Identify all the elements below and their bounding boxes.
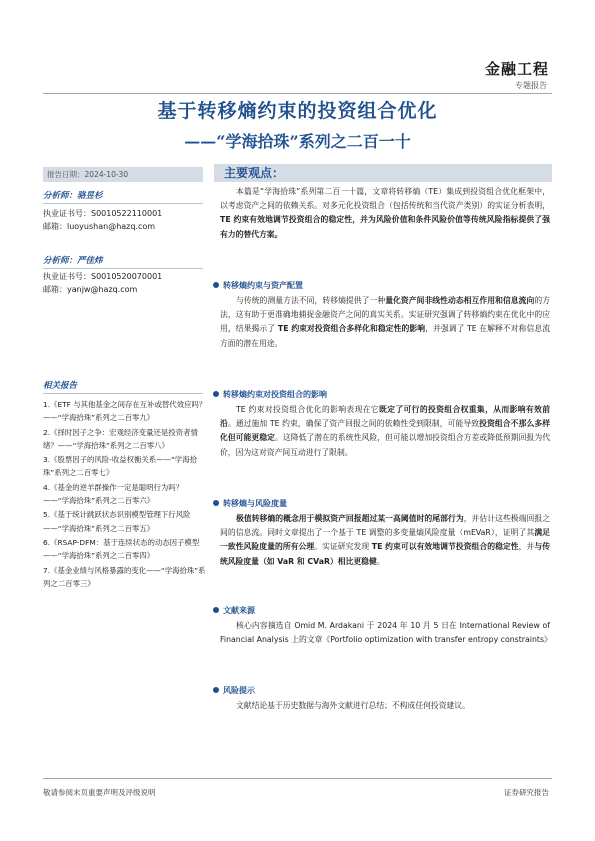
report-brand: 金融工程: [484, 60, 549, 78]
related-report-item[interactable]: 1.《ETF 与其他基金之间存在互补或替代效应吗？——“学海拾珠”系列之二百零九》: [43, 400, 207, 423]
section-paragraph: 极值转移熵的概念用于模拟资产回报超过某一高阈值时的尾部行为，并估计这些极端回报之间的信息流。同时文章提出了一个基于 TE 调整的多变量熵风险度量（mEVaR），证明了其满足一致性风险度量的所有公理。实证研究发现 TE 约束可以有效地调节投资组合的稳定性，并与传统风险度量（如 VaR 和 CVaR）相比更稳健。: [220, 514, 551, 566]
footer-doc-type: 证券研究报告: [504, 788, 549, 797]
section-heading: 风险提示: [213, 685, 255, 696]
related-report-item[interactable]: 6.《RSAP-DFM：基于连续状态的动态因子模型——“学海拾珠”系列之二百零四》: [43, 537, 200, 561]
analyst-1-license: 执业证书号：S0010522110001: [43, 209, 163, 218]
analyst-1-email: 邮箱：luoyushan@hazq.com: [43, 222, 156, 231]
bullet-icon: [213, 282, 219, 288]
bullet-icon: [213, 687, 219, 693]
analyst-2-divider: [43, 268, 203, 269]
header-divider: [43, 93, 552, 94]
footer-disclaimer: 敬请参阅末页重要声明及评级说明: [43, 788, 156, 797]
main-points-header: [214, 164, 552, 182]
section-paragraph: 与传统的测量方法不同，转移熵提供了一种量化资产间非线性动态相互作用和信息流向的方法，这有助于更准确地捕捉金融资产之间的真实关系。实证研究强调了转移熵约束在优化中的应用，结果揭示了 TE 约束对投资组合多样化和稳定性的影响，并强调了 TE 在解释不对称信息流方面的潜在用途。: [220, 296, 551, 348]
intro-paragraph: 本篇是“学海拾珠”系列第二百一十篇，文章将转移熵（TE）集成到投资组合优化框架中，以考虑资产之间的依赖关系。对多元化投资组合（包括传统和当代资产类别）的实证分析表明，TE 约束有效地调节投资组合的稳定性，并为风险价值和条件风险价值等传统风险指标提供了强有力的替代方案。: [220, 187, 550, 239]
section-heading: 转移熵与风险度量: [213, 498, 287, 509]
analyst-2-heading: 分析师：严佳炜: [43, 256, 103, 266]
analyst-1-divider: [43, 203, 203, 204]
section-paragraph: TE 约束对投资组合优化的影响表现在它既定了可行的投资组合权重集，从而影响有效前沿。通过施加 TE 约束，确保了资产回报之间的依赖性受到限制，可能导致投资组合不那么多样化但可能更稳定。这降低了潜在的系统性风险，但可能以增加投资组合方差或降低预期回报为代价，因为这对资产间互动进行了限制。: [220, 405, 551, 457]
section-heading: 转移熵约束与资产配置: [213, 280, 303, 291]
related-reports-list: [43, 398, 207, 591]
related-report-item[interactable]: 2.《择时因子之争：宏观经济变量还是投资者情绪？——“学海拾珠”系列之二百零八》: [43, 427, 198, 450]
section-heading: 文献来源: [213, 605, 255, 616]
footer-divider: [43, 778, 552, 779]
related-report-item[interactable]: 5.《基于统计跳跃状态识别模型管理下行风险——“学海拾珠”系列之二百零五》: [43, 510, 191, 533]
analyst-2-email: 邮箱：yanjw@hazq.com: [43, 285, 138, 294]
bullet-icon: [213, 391, 219, 397]
related-report-item[interactable]: 7.《基金业绩与风格暴露的变化——“学海拾珠”系列之二百零三》: [43, 565, 206, 588]
related-report-item[interactable]: 4.《基金的逆羊群操作一定是聪明行为吗？——“学海拾珠”系列之二百零六》: [43, 482, 184, 506]
section-paragraph: 核心内容摘选自 Omid M. Ardakani 于 2024 年 10 月 5 日在 International Review of Financial Analysis 上的文章《Portfolio optimization with transfer entropy constraints》: [220, 621, 552, 645]
analyst-2-license: 执业证书号：S0010520070001: [43, 272, 163, 281]
main-points-title: 主要观点：: [224, 166, 285, 180]
related-reports-heading: 相关报告: [43, 381, 78, 391]
related-reports-divider: [43, 393, 203, 394]
bullet-icon: [213, 607, 219, 613]
analyst-1-heading: 分析师：骆昱杉: [43, 191, 103, 201]
page-subtitle: ——“学海拾珠”系列之二百一十: [184, 132, 411, 151]
section-paragraph: 文献结论基于历史数据与海外文献进行总结；不构成任何投资建议。: [236, 701, 470, 710]
report-date: 报告日期：2024-10-30: [43, 167, 203, 182]
bullet-icon: [213, 500, 219, 506]
report-type: 专题报告: [515, 81, 547, 90]
section-heading: 转移熵约束对投资组合的影响: [213, 389, 327, 400]
page-title: 基于转移熵约束的投资组合优化: [157, 100, 438, 122]
related-report-item[interactable]: 3.《股票因子的风险-收益权衡关系——“学海拾珠”系列之二百零七》: [43, 455, 197, 478]
